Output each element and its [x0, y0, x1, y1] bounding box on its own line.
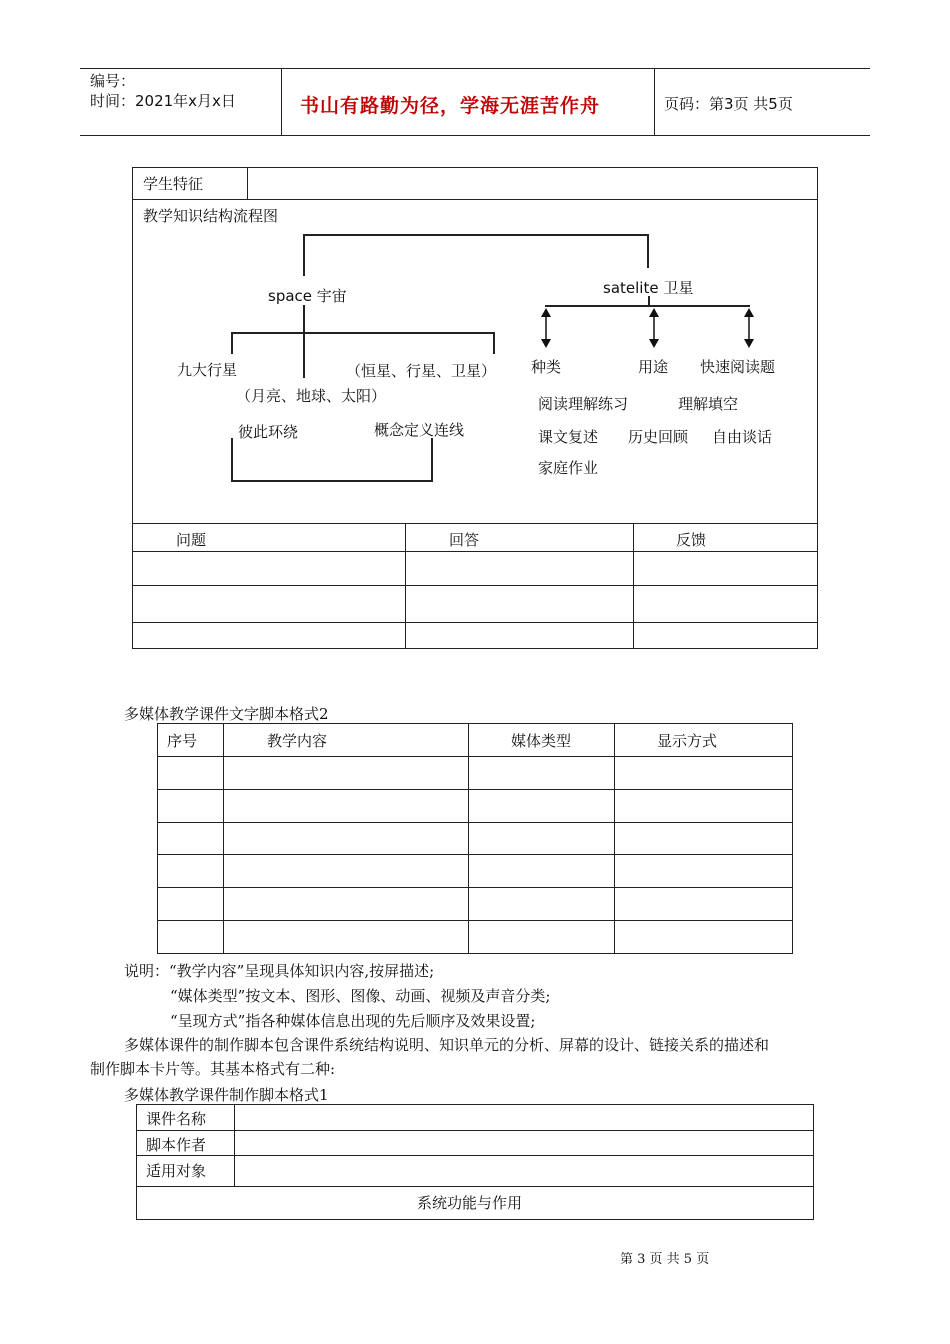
note-line: 多媒体课件的制作脚本包含课件系统结构说明、知识单元的分析、屏幕的设计、链接关系的描述和 [124, 1036, 770, 1054]
node-kinds: 种类 [531, 358, 562, 376]
column-header-content: 教学内容 [267, 732, 328, 750]
column-header-index: 序号 [167, 732, 198, 750]
diagram-line [231, 438, 233, 482]
row-divider [132, 523, 818, 524]
row-label-courseware-name: 课件名称 [146, 1110, 207, 1128]
node-nine-planets: 九大行星 [177, 361, 238, 379]
diagram-line [303, 234, 305, 276]
row-divider [132, 585, 818, 586]
diagram-line [493, 332, 495, 354]
diagram-line [431, 438, 433, 482]
double-arrow-icon [742, 306, 756, 350]
column-header-display-mode: 显示方式 [657, 732, 718, 750]
diagram-line [231, 480, 433, 482]
col-divider [247, 167, 248, 199]
section2-title: 多媒体教学课件文字脚本格式2 [124, 705, 329, 723]
doc-number-label: 编号： [90, 72, 136, 90]
node-uses: 用途 [638, 358, 669, 376]
diagram-line [303, 305, 305, 333]
row-divider [132, 622, 818, 623]
node-fill-blank: 理解填空 [678, 395, 739, 413]
column-header-answer: 回答 [449, 531, 480, 549]
node-stars-group: （恒星、行星、卫星） [346, 362, 497, 380]
column-header-media-type: 媒体类型 [511, 732, 572, 750]
diagram-line [303, 332, 305, 378]
node-free-talk: 自由谈话 [712, 428, 773, 446]
node-fast-reading: 快速阅读题 [700, 358, 776, 376]
doc-time-label: 时间：2021年x月x日 [90, 92, 236, 110]
header-top-rule [80, 68, 870, 69]
header-divider-left [281, 68, 282, 135]
diagram-line [231, 332, 495, 334]
row-divider [157, 822, 793, 823]
row-label-target-audience: 适用对象 [146, 1162, 207, 1180]
flow-chart-title: 教学知识结构流程图 [143, 207, 279, 225]
note-line: 说明：“教学内容”呈现具体知识内容,按屏描述; [124, 962, 435, 980]
double-arrow-icon [539, 306, 553, 350]
page-code-label: 页码：第3页 共5页 [664, 95, 793, 113]
diagram-line [647, 234, 649, 268]
col-divider [234, 1104, 235, 1186]
column-header-question: 问题 [176, 531, 207, 549]
double-arrow-icon [647, 306, 661, 350]
row-label-script-author: 脚本作者 [146, 1136, 207, 1154]
node-concept-link: 概念定义连线 [374, 421, 465, 439]
row-divider [136, 1186, 814, 1187]
node-history: 历史回顾 [628, 428, 689, 446]
node-orbit: 彼此环绕 [238, 423, 299, 441]
header-motto: 书山有路勤为径，学海无涯苦作舟 [300, 95, 601, 117]
row-divider [136, 1130, 814, 1131]
row-divider [157, 854, 793, 855]
node-homework: 家庭作业 [538, 459, 599, 477]
row-divider [157, 920, 793, 921]
diagram-line [303, 234, 649, 236]
note-line: 制作脚本卡片等。其基本格式有二种: [90, 1060, 336, 1078]
row-divider [157, 789, 793, 790]
row-divider [132, 551, 818, 552]
row-divider [132, 199, 818, 200]
col-divider [405, 523, 406, 649]
header-divider-right [654, 68, 655, 135]
column-header-feedback: 反馈 [676, 531, 707, 549]
header-bottom-rule [80, 135, 870, 136]
student-feature-label: 学生特征 [143, 175, 204, 193]
note-line: “呈现方式”指各种媒体信息出现的先后顺序及效果设置; [170, 1012, 536, 1030]
note-line: “媒体类型”按文本、图形、图像、动画、视频及声音分类; [170, 987, 551, 1005]
row-divider [157, 756, 793, 757]
node-space: space 宇宙 [268, 287, 347, 305]
col-divider [633, 523, 634, 649]
row-divider [157, 887, 793, 888]
diagram-line [231, 332, 233, 354]
node-retell: 课文复述 [538, 428, 599, 446]
section3-title: 多媒体教学课件制作脚本格式1 [124, 1086, 329, 1104]
page-footer: 第 3 页 共 5 页 [620, 1252, 710, 1267]
node-moon-group: （月亮、地球、太阳） [236, 387, 387, 405]
row-divider [136, 1155, 814, 1156]
system-function-heading: 系统功能与作用 [417, 1194, 523, 1212]
node-reading-practice: 阅读理解练习 [538, 395, 629, 413]
node-satellite: satelite 卫星 [603, 279, 694, 297]
